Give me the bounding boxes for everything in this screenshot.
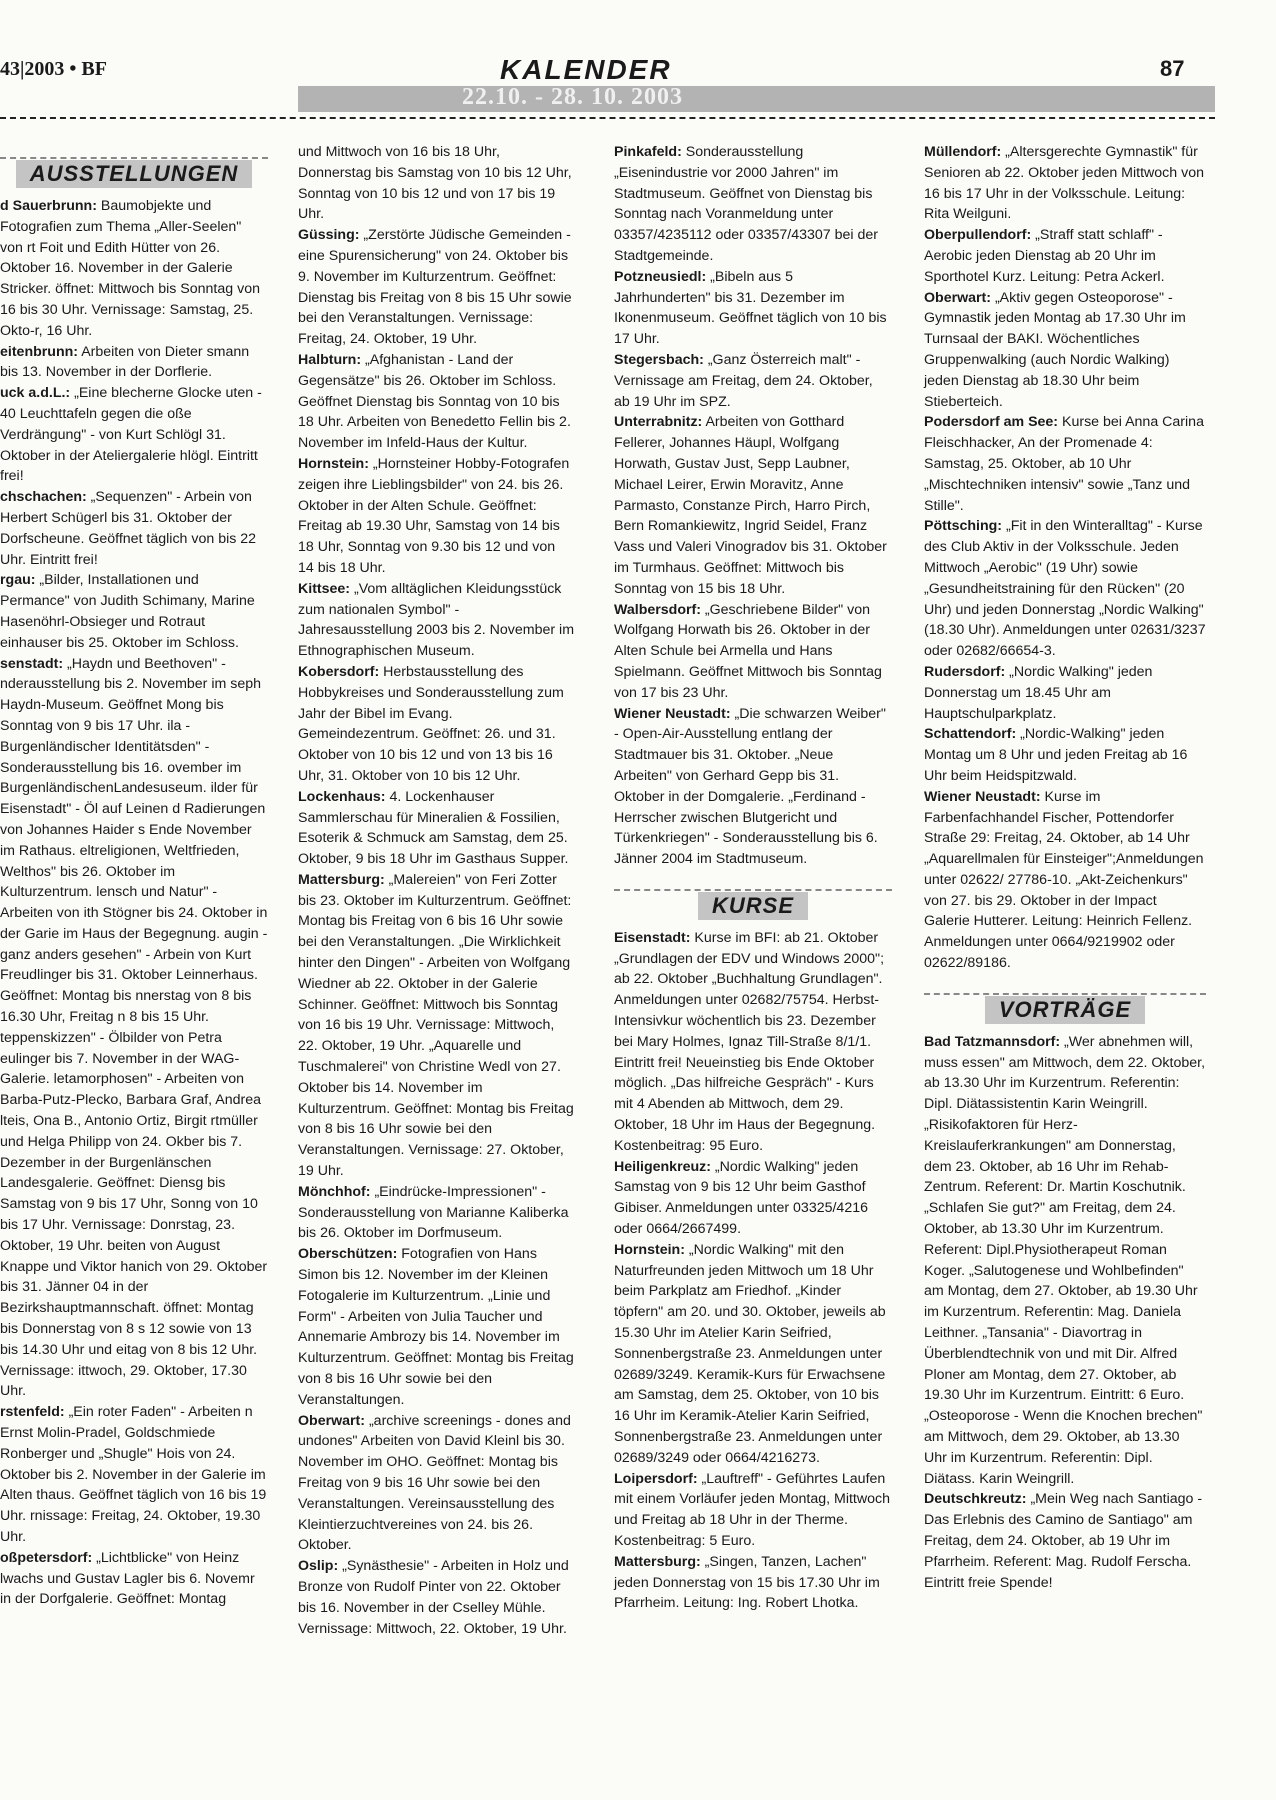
- event-entry: [298, 1556, 574, 1639]
- event-location: rgau:: [0, 572, 36, 589]
- event-entry: [614, 1552, 892, 1614]
- column-3: [614, 142, 892, 1614]
- event-entry: [924, 1032, 1206, 1490]
- event-entry: [298, 142, 574, 225]
- event-text: Sonderausstellung „Eisenindustrie vor 2000 Jahren" im Stadtmuseum. Geöffnet von Dienstag bis Sonntag nach Voranmeldung unter 03357/4235112 oder 03357/43307 bei der Stadtgemeinde.: [614, 144, 879, 264]
- event-location: uck a.d.L.:: [0, 385, 71, 402]
- section-heading-ausstellungen: AUSSTELLUNGEN: [0, 154, 268, 188]
- event-entry: [924, 662, 1206, 724]
- event-text: „Ein roter Faden" - Arbeiten n Ernst Molin-Pradel, Goldschmiede Ronberger und „Shugle" Hois von 24. Oktober bis 2. November in der Galerie im Alten thaus. Geöffnet täglich von 16 bis 19 Uhr. rnissage: Freitag, 24. Oktober, 19.30 Uhr.: [0, 1404, 267, 1545]
- event-location: Eisenstadt:: [614, 929, 691, 946]
- event-entry: [298, 350, 574, 454]
- event-text: „Sequenzen" - Arbein von Herbert Schügerl bis 31. Oktober der Dorfscheune. Geöffnet täglich von bis 22 Uhr. Eintritt frei!: [0, 489, 257, 568]
- event-text: „Altersgerechte Gymnastik" für Senioren ab 22. Oktober jeden Mittwoch von 16 bis 17 Uhr in der Volksschule. Leitung: Rita Weilguni.: [924, 144, 1204, 223]
- event-text: „Aktiv gegen Osteoporose" - Gymnastik jeden Montag ab 17.30 Uhr im Turnsaal der BAKI. Wöchentliches Gruppenwalking (auch Nordic Walking) jeden Dienstag ab 18.30 Uhr beim Stieberteich.: [924, 289, 1186, 410]
- event-entry: [298, 662, 574, 787]
- event-text: Kurse im Farbenfachhandel Fischer, Pottendorfer Straße 29: Freitag, 24. Oktober, ab 14 Uhr „Aquarellmalen für Einsteiger";Anmeldungen unter 02622/ 27786-10. „Akt-Zeichenkurs" von 27. bis 29. Oktober in der Impact Galerie Hutterer. Leitung: Heinrich Fellenz. Anmeldungen unter 0664/9219902 oder 02622/89186.: [924, 788, 1204, 972]
- event-location: eitenbrunn:: [0, 343, 79, 360]
- event-text: „Die schwarzen Weiber" - Open-Air-Ausstellung entlang der Stadtmauer bis 31. Oktober. „Neue Arbeiten" von Gerhard Gepp bis 31. Oktober in der Domgalerie. „Ferdinand - Herrscher zwischen Blutgericht und Türkenkriegen" - Sonderausstellung bis 6. Jänner 2004 im Stadtmuseum.: [614, 705, 886, 868]
- event-text: „archive screenings - dones and undones" Arbeiten von David Kleinl bis 30. November im OHO. Geöffnet: Montag bis Freitag von 9 bis 16 Uhr sowie bei den Veranstaltungen. Vereinsausstellung des Kleintierzuchtvereines von 24. bis 26. Oktober.: [298, 1412, 571, 1554]
- event-text: „Singen, Tanzen, Lachen" jeden Donnerstag von 15 bis 17.30 Uhr im Pfarrheim. Leitung: Ing. Robert Lhotka.: [614, 1553, 880, 1612]
- event-location: Podersdorf am See:: [924, 414, 1059, 431]
- event-text: „Nordic Walking" jeden Donnerstag um 18.45 Uhr am Hauptschulparkplatz.: [924, 663, 1153, 722]
- event-entry: [0, 342, 268, 384]
- event-text: und Mittwoch von 16 bis 18 Uhr, Donnerstag bis Samstag von 10 bis 12 Uhr, Sonntag von 10 bis 12 und von 17 bis 19 Uhr.: [298, 144, 572, 223]
- event-text: „Ganz Österreich malt" - Vernissage am Freitag, dem 24. Oktober, ab 19 Uhr im SPZ.: [614, 351, 873, 410]
- issue-label: 43|2003 • BF: [0, 58, 107, 80]
- event-location: Stegersbach:: [614, 351, 704, 368]
- event-text: Fotografien von Hans Simon bis 12. November im der Kleinen Fotogalerie im Kulturzentrum. „Linie und Form" - Arbeiten von Julia Taucher und Annemarie Ambrozy bis 14. November im Kulturzentrum. Geöffnet: Montag bis Freitag von 8 bis 16 Uhr sowie bei den Veranstaltungen.: [298, 1246, 574, 1408]
- event-text: „Eine blecherne Glocke uten - 40 Leuchttafeln gegen die oße Verdrängung" - von Kurt Schlögl 31. Oktober in der Ateliergalerie hlögl. Eintritt frei!: [0, 385, 262, 485]
- event-entry: [298, 787, 574, 870]
- event-text: „Straff statt schlaff" - Aerobic jeden Dienstag ab 20 Uhr im Sporthotel Kurz. Leitung: Petra Ackerl.: [924, 227, 1165, 285]
- event-text: Arbeiten von Dieter smann bis 13. November in der Dorflerie.: [0, 343, 250, 381]
- event-location: oßpetersdorf:: [0, 1549, 93, 1566]
- event-location: Rudersdorf:: [924, 663, 1006, 680]
- event-entry: [0, 196, 268, 342]
- event-text: „Haydn und Beethoven" -nderausstellung bis 2. November im seph Haydn-Museum. Geöffnet Mong bis Sonntag von 9 bis 17 Uhr. ila - Burgenländischer Identitätsden" - Sonderausstellung bis 16. ovember im BurgenländischenLandesuseum. ilder für Eisenstadt" - Öl auf Leinen d Radierungen von Johannes Haider s Ende November im Rathaus. eltreligionen, Weltfrieden, Welthos" bis 26. Oktober im Kulturzentrum. lensch und Natur" - Arbeiten von ith Stögner bis 24. Oktober in der Garie im Haus der Begegnung. augin - ganz anders gesehen" - Arbein von Kurt Freudlinger bis 31. Oktober Leinnerhaus. Geöffnet: Montag bis nnerstag von 8 bis 16.30 Uhr, Freitag n 8 bis 15 Uhr. teppenskizzen" - Ölbilder von Petra eulinger bis 7. November in der WAG-Galerie. letamorphosen" - Arbeiten von Barba-Putz-Plecko, Barbara Graf, Andrea lteis, Ona B., Antonio Ortiz, Birgit rtmüller und Helga Philipp von 24. Okber bis 7. Dezember in der Burgenlänschen Landesgalerie. Geöffnet: Diensg bis Samstag von 9 bis 17 Uhr, Sonng von 10 bis 17 Uhr. Vernissage: Donrstag, 23. Oktober, 19 Uhr. beiten von August Knappe und Viktor hanich von 29. Oktober bis 31. Jänner 04 in der Bezirkshauptmannschaft. öffnet: Montag bis Donnerstag von 8 s 12 sowie von 13 bis 14.30 Uhr und eitag von 8 bis 12 Uhr. Vernissage: ittwoch, 29. Oktober, 17.30 Uhr.: [0, 655, 268, 1400]
- event-text: „Zerstörte Jüdische Gemeinden - eine Spurensicherung" von 24. Oktober bis 9. November im Kulturzentrum. Geöffnet: Dienstag bis Freitag von 8 bis 15 Uhr sowie bei den Veranstaltungen. Vernissage: Freitag, 24. Oktober, 19 Uhr.: [298, 227, 572, 348]
- event-location: chschachen:: [0, 489, 87, 506]
- event-text: „Nordic Walking" jeden Samstag von 9 bis 12 Uhr beim Gasthof Gibiser. Anmeldungen unter 03325/4216 oder 0664/2667499.: [614, 1158, 868, 1238]
- event-location: Oberwart:: [924, 289, 992, 306]
- event-entry: [924, 724, 1206, 786]
- event-location: Pinkafeld:: [614, 144, 682, 160]
- section-heading-vortraege: VORTRÄGE: [924, 990, 1206, 1024]
- event-entry: [298, 579, 574, 662]
- event-text: Herbstausstellung des Hobbykreises und Sonderausstellung zum Jahr der Bibel im Evang. Gemeindezentrum. Geöffnet: 26. und 31. Oktober von 10 bis 12 und von 13 bis 16 Uhr, 31. Oktober von 10 bis 12 Uhr.: [298, 663, 564, 784]
- event-location: senstadt:: [0, 655, 64, 672]
- event-text: Kurse im BFI: ab 21. Oktober „Grundlagen der EDV und Windows 2000"; ab 22. Oktober „Buchhaltung Grundlagen". Anmeldungen unter 02682/75754. Herbst-Intensivkur wöchentlich bis 23. Dezember bei Mary Holmes, Ignaz Till-Straße 8/1/1. Eintritt frei! Neueinstieg bis Ende Oktober möglich. „Das hilfreiche Gespräch" - Kurs mit 4 Abenden ab Mittwoch, dem 29. Oktober, 18 Uhr im Haus der Begegnung. Kostenbeitrag: 95 Euro.: [614, 929, 885, 1154]
- event-entry: [924, 412, 1206, 516]
- page-header: [0, 54, 1215, 116]
- page-title: KALENDER: [500, 54, 672, 85]
- event-entry: [924, 288, 1206, 413]
- event-entry: [0, 570, 268, 653]
- event-text: „Vom alltäglichen Kleidungsstück zum nationalen Symbol" - Jahresausstellung 2003 bis 2. November im Ethnographischen Museum.: [298, 580, 575, 660]
- event-entry: [298, 1182, 574, 1244]
- event-entry: [0, 1548, 268, 1610]
- event-entry: [614, 1157, 892, 1240]
- event-text: Kurse bei Anna Carina Fleischhacker, An der Promenade 4: Samstag, 25. Oktober, ab 10 Uhr „Mischtechniken intensiv" sowie „Tanz und Stille".: [924, 414, 1204, 514]
- event-location: Oberschützen:: [298, 1246, 398, 1263]
- event-location: Müllendorf:: [924, 144, 1002, 160]
- event-entry: [614, 267, 892, 350]
- column-2: [298, 142, 574, 1639]
- event-location: Walbersdorf:: [614, 601, 701, 618]
- event-entry: [924, 225, 1206, 287]
- event-text: „Malereien" von Feri Zotter bis 23. Oktober im Kulturzentrum. Geöffnet: Montag bis Freitag von 6 bis 16 Uhr sowie bei den Veranstaltungen. „Die Wirklichkeit hinter den Dingen" - Arbeiten von Wolfgang Wiedner ab 22. Oktober in der Galerie Schinner. Geöffnet: Mittwoch bis Sonntag von 16 bis 19 Uhr. Vernissage: Mittwoch, 22. Oktober, 19 Uhr. „Aquarelle und Tuschmalerei" von Christine Wedl von 27. Oktober bis 14. November im Kulturzentrum. Geöffnet: Montag bis Freitag von 8 bis 16 Uhr sowie bei den Veranstaltungen. Vernissage: 27. Oktober, 19 Uhr.: [298, 871, 574, 1180]
- event-location: Kobersdorf:: [298, 663, 380, 680]
- event-location: Bad Tatzmannsdorf:: [924, 1033, 1061, 1050]
- column-1: [0, 150, 268, 1610]
- event-text: „Fit in den Winteralltag" - Kurse des Club Aktiv in der Volksschule. Jeden Mittwoch „Aerobic" (19 Uhr) sowie „Gesundheitstraining für den Rücken" (20 Uhr) und jeden Donnerstag „Nordic Walking" (18.30 Uhr). Anmeldungen unter 02631/3237 oder 02682/66654-3.: [924, 518, 1206, 660]
- event-location: Hornstein:: [614, 1241, 685, 1258]
- event-text: „Afghanistan - Land der Gegensätze" bis 26. Oktober im Schloss. Geöffnet Dienstag bis Sonntag von 10 bis 18 Uhr. Arbeiten von Benedetto Fellin bis 2. November im Infeld-Haus der Kultur.: [298, 351, 571, 452]
- event-text: „Lichtblicke" von Heinz lwachs und Gustav Lagler bis 6. Novemr in der Dorfgalerie. Geöffnet: Montag: [0, 1549, 255, 1608]
- event-entry: [0, 487, 268, 570]
- event-location: d Sauerbrunn:: [0, 198, 97, 214]
- event-text: „Bibeln aus 5 Jahrhunderten" bis 31. Dezember im Ikonenmuseum. Geöffnet täglich von 10 bis 17 Uhr.: [614, 268, 887, 348]
- event-entry: [614, 142, 892, 267]
- event-text: „Wer abnehmen will, muss essen" am Mittwoch, dem 22. Oktober, ab 13.30 Uhr im Kurzentrum. Referentin: Dipl. Diätassistentin Karin Weingrill. „Risikofaktoren für Herz-Kreislauferkrankungen" am Donnerstag, dem 23. Oktober, ab 16 Uhr im Rehab-Zentrum. Referent: Dr. Martin Koschutnik. „Schlafen Sie gut?" am Freitag, dem 24. Oktober, ab 13.30 Uhr im Kurzentrum. Referent: Dipl.Physiotherapeut Roman Koger. „Salutogenese und Wohlbefinden" am Montag, dem 27. Oktober, ab 19.30 Uhr im Kurzentrum. Referentin: Mag. Daniela Leithner. „Tansania" - Diavortrag in Überblendtechnik von und mit Dir. Alfred Ploner am Montag, dem 27. Oktober, ab 19.30 Uhr im Kurzentrum. Eintritt: 6 Euro. „Osteoporose - Wenn die Knochen brechen" am Mittwoch, dem 29. Oktober, ab 13.30 Uhr im Kurzentrum. Referentin: Dipl. Diätass. Karin Weingrill.: [924, 1033, 1206, 1487]
- event-location: Pöttsching:: [924, 518, 1003, 535]
- event-location: Halbturn:: [298, 351, 362, 368]
- event-entry: [614, 928, 892, 1157]
- event-text: „Bilder, Installationen und Permance" von Judith Schimany, Marine Hasenöhrl-Obsieger und Rotraut einhauser bis 25. Oktober im Schloss.: [0, 572, 255, 651]
- event-location: Güssing:: [298, 227, 360, 244]
- event-text: Baumobjekte und Fotografien zum Thema „Aller-Seelen" von rt Foit und Edith Hütter von 26. Oktober 16. November in der Galerie Stricker. öffnet: Mittwoch bis Sonntag von 16 bis 30 Uhr. Vernissage: Samstag, 25. Okto-r, 16 Uhr.: [0, 198, 260, 339]
- event-entry: [298, 454, 574, 579]
- event-entry: [298, 225, 574, 350]
- event-entry: [298, 1244, 574, 1410]
- event-location: Schattendorf:: [924, 726, 1017, 743]
- event-entry: [614, 412, 892, 599]
- event-entry: [924, 1489, 1206, 1593]
- event-location: Hornstein:: [298, 455, 369, 472]
- event-entry: [0, 654, 268, 1403]
- event-text: „Nordic Walking" mit den Naturfreunden jeden Mittwoch um 18 Uhr beim Parkplatz am Friedhof. „Kinder töpfern" am 20. und 30. Oktober, jeweils ab 15.30 Uhr im Atelier Karin Seifried, Sonnenbergstraße 23. Anmeldungen unter 02689/3249. Keramik-Kurs für Erwachsene am Samstag, dem 25. Oktober, von 10 bis 16 Uhr im Keramik-Atelier Karin Seifried, Sonnenbergstraße 23. Anmeldungen unter 02689/3249 oder 0664/4216273.: [614, 1241, 886, 1466]
- event-location: Oberwart:: [298, 1412, 366, 1429]
- event-text: 4. Lockenhauser Sammlerschau für Mineralien & Fossilien, Esoterik & Schmuck am Samstag, dem 25. Oktober, 9 bis 18 Uhr im Gasthaus Supper.: [298, 788, 569, 868]
- event-text: „Hornsteiner Hobby-Fotografen zeigen ihre Lieblingsbilder" von 24. bis 26. Oktober in der Alten Schule. Geöffnet: Freitag ab 19.30 Uhr, Samstag von 14 bis 18 Uhr, Sonntag von 9.30 bis 12 und von 14 bis 18 Uhr.: [298, 455, 570, 576]
- event-location: Mattersburg:: [298, 871, 385, 888]
- header-bar: [298, 86, 1215, 112]
- event-entry: [614, 350, 892, 412]
- event-text: „Synästhesie" - Arbeiten in Holz und Bronze von Rudolf Pinter von 22. Oktober bis 16. November in der Cselley Mühle. Vernissage: Mittwoch, 22. Oktober, 19 Uhr.: [298, 1558, 569, 1637]
- event-location: Potzneusiedl:: [614, 268, 707, 285]
- event-entry: [614, 1469, 892, 1552]
- event-text: „Lauftreff" - Geführtes Laufen mit einem Vorläufer jeden Montag, Mittwoch und Freitag ab 18 Uhr in der Therme. Kostenbeitrag: 5 Euro.: [614, 1470, 890, 1549]
- section-heading-kurse: KURSE: [614, 886, 892, 920]
- event-location: Lockenhaus:: [298, 788, 386, 805]
- event-entry: [614, 704, 892, 870]
- event-location: Mönchhof:: [298, 1183, 371, 1200]
- event-location: Wiener Neustadt:: [614, 705, 731, 722]
- event-location: Kittsee:: [298, 580, 351, 597]
- event-entry: [0, 383, 268, 487]
- header-divider: [0, 117, 1215, 119]
- page-number: 87: [1160, 56, 1185, 81]
- event-location: Loipersdorf:: [614, 1470, 698, 1487]
- event-location: Heiligenkreuz:: [614, 1158, 711, 1175]
- event-text: „Mein Weg nach Santiago - Das Erlebnis des Camino de Santiago" am Freitag, dem 24. Oktober, ab 19 Uhr im Pfarrheim. Referent: Mag. Rudolf Ferscha. Eintritt freie Spende!: [924, 1491, 1203, 1591]
- event-entry: [614, 1240, 892, 1469]
- event-location: rstenfeld:: [0, 1404, 65, 1421]
- event-location: Mattersburg:: [614, 1553, 701, 1570]
- event-entry: [0, 1402, 268, 1548]
- event-entry: [298, 870, 574, 1182]
- event-text: „Geschriebene Bilder" von Wolfgang Horwath bis 26. Oktober in der Alten Schule bei Armella und Hans Spielmann. Geöffnet Mittwoch bis Sonntag von 17 bis 23 Uhr.: [614, 601, 882, 701]
- event-location: Oslip:: [298, 1558, 339, 1575]
- event-location: Oberpullendorf:: [924, 227, 1032, 244]
- event-entry: [924, 516, 1206, 662]
- event-entry: [924, 142, 1206, 225]
- event-location: Unterrabnitz:: [614, 414, 703, 431]
- event-text: „Nordic-Walking" jeden Montag um 8 Uhr und jeden Freitag ab 16 Uhr beim Heidspitzwald.: [924, 726, 1188, 784]
- date-range: 22.10. - 28. 10. 2003: [462, 84, 683, 110]
- column-4: [924, 142, 1206, 1593]
- event-text: Arbeiten von Gotthard Fellerer, Johannes Häupl, Wolfgang Horwath, Gustav Just, Sepp Laubner, Michael Leirer, Erwin Moravitz, Anne Parmasto, Constanze Pirch, Harro Pirch, Bern Romankiewitz, Ingrid Seidel, Franz Vass und Valeri Vinogradov bis 31. Oktober im Turmhaus. Geöffnet: Mittwoch bis Sonntag von 15 bis 18 Uhr.: [614, 414, 887, 597]
- event-location: Wiener Neustadt:: [924, 788, 1041, 805]
- event-text: „Eindrücke-Impressionen" - Sonderausstellung von Marianne Kaliberka bis 26. Oktober im Dorfmuseum.: [298, 1183, 569, 1242]
- event-entry: [924, 787, 1206, 974]
- event-location: Deutschkreutz:: [924, 1491, 1027, 1508]
- event-entry: [614, 600, 892, 704]
- event-entry: [298, 1411, 574, 1557]
